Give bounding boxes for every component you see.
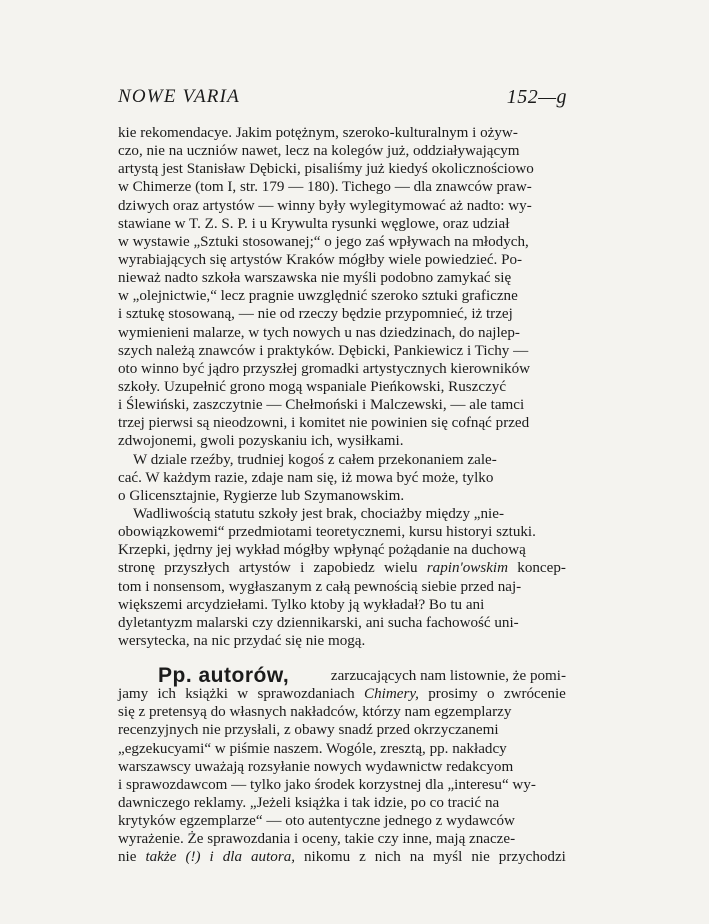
text-line: W dziale rzeźby, trudniej kogoś z całem przekonaniem zale- bbox=[133, 451, 497, 468]
word: i bbox=[209, 849, 214, 866]
word: na bbox=[409, 849, 425, 866]
section-gap bbox=[118, 650, 566, 659]
text-line bbox=[118, 685, 566, 703]
page-number: 152—g bbox=[506, 86, 567, 108]
word: (!) bbox=[185, 849, 201, 866]
text-line: dziwych oraz artystów — winny były wylegitymować aż nadto: wy- bbox=[118, 197, 532, 214]
text-line: się z pretensyą do własnych nakładców, którzy nam egzemplarzy bbox=[118, 704, 512, 721]
text-line: trzej pierwsi są nieodzowni, i komitet nie powinien się cofnąć przed bbox=[118, 415, 530, 432]
notice-section bbox=[118, 659, 566, 866]
word: o bbox=[487, 686, 495, 703]
text-line: krytyków egzemplarze“ — oto autentyczne jednego z wydawców bbox=[118, 813, 515, 830]
text-line: obowiązkowemi“ przedmiotami teoretycznemi, kursu historyi sztuki. bbox=[118, 524, 536, 541]
text-line: recenzyjnych nie przysłali, z obawy snadź przed okrzyczanemi bbox=[118, 722, 499, 739]
word: i bbox=[300, 560, 305, 577]
text-line: Wadliwością statutu szkoły jest brak, chociażby między „nie- bbox=[133, 505, 504, 522]
text-line: zdwojonemi, gwoli pozyskaniu ich, wysiłkami. bbox=[118, 433, 404, 450]
word: rapin'owskim bbox=[426, 560, 509, 577]
word: nich bbox=[374, 849, 401, 866]
word: sprawozdaniach bbox=[257, 686, 355, 703]
text-line: tom i nonsensom, wygłaszanym z całą pewnością siebie przed naj- bbox=[118, 578, 522, 595]
notice-heading: Pp. autorów, bbox=[158, 663, 290, 687]
text-line: szych należą znawców i praktyków. Dębicki, Pankiewicz i Tichy — bbox=[118, 342, 529, 359]
word: ich bbox=[157, 686, 176, 703]
word: przychodzi bbox=[498, 849, 566, 866]
word: także bbox=[145, 849, 177, 866]
word: artystów bbox=[238, 560, 291, 577]
text-line: wymienieni malarze, w tych nowych u nas dziedzinach, do najlep- bbox=[118, 324, 520, 341]
text-line: dyletantyzm malarski czy dziennikarski, ani sucha fachowość uni- bbox=[118, 614, 519, 631]
word: nie bbox=[471, 849, 490, 866]
article-body bbox=[118, 124, 566, 866]
text-line: i sprawozdawcom — tylko jako środek korzystnej dla „interesu“ wy- bbox=[118, 776, 536, 793]
text-line: Krzepki, jędrny jej wykład mógłby wpłynąć pożądanie na duchową bbox=[118, 542, 526, 559]
notice-lines bbox=[118, 685, 566, 866]
word: stronę bbox=[118, 560, 155, 577]
word: przyszłych bbox=[164, 560, 230, 577]
text-line: stawiane w T. Z. S. P. i u Krywulta rysunki węglowe, oraz udział bbox=[118, 215, 510, 232]
word: Chimery, bbox=[364, 686, 419, 703]
page-header bbox=[118, 86, 567, 116]
text-line: o Glicensztajnie, Rygierze lub Szymanowskim. bbox=[118, 487, 405, 504]
text-line: wyrażenie. Że sprawozdania i oceny, takie czy inne, mają znacze- bbox=[118, 831, 516, 848]
text-line: w Chimerze (tom I, str. 179 — 180). Tichego — dla znawców praw- bbox=[118, 179, 532, 196]
text-line: czo, nie na uczniów nawet, lecz na kolegów już, oddziaływającym bbox=[118, 143, 520, 160]
text-line: „egzekucyami“ w piśmie naszem. Wogóle, zresztą, pp. nakładcy bbox=[118, 740, 507, 757]
text-line: szkoły. Uzupełnić grono mogą wspaniale Pieńkowski, Ruszczyć bbox=[118, 378, 507, 395]
text-line bbox=[118, 559, 566, 577]
text-line: nieważ nadto szkoła warszawska nie myśli podobno zamykać się bbox=[118, 270, 512, 287]
word: nie bbox=[118, 849, 137, 866]
word: zapobiedz bbox=[313, 560, 375, 577]
word: nikomu bbox=[304, 849, 351, 866]
text-line: w wystawie „Sztuki stosowanej;“ o jego zaś wpływach na młodych, bbox=[118, 233, 529, 250]
text-line: kie rekomendacye. Jakim potężnym, szeroko-kulturalnym i ożyw- bbox=[118, 125, 518, 141]
text-line: większemi arcydziełami. Tylko ktoby ją wykładał? Bo tu ani bbox=[118, 596, 485, 613]
word: koncep- bbox=[517, 560, 566, 577]
word: zwrócenie bbox=[503, 686, 566, 703]
word: jamy bbox=[118, 686, 149, 703]
word: prosimy bbox=[428, 686, 478, 703]
text-line: cać. W każdym razie, zdaje nam się, iż mowa być może, tylko bbox=[118, 469, 494, 486]
word: z bbox=[359, 849, 366, 866]
word: w bbox=[237, 686, 249, 703]
text-line: warszawscy uważają rozsyłanie nowych wydawnictw redakcyom bbox=[118, 758, 514, 775]
text-line: wyrabiających się artystów Kraków mógłby wiele powiedzieć. Po- bbox=[118, 251, 523, 268]
text-line: dawniczego reklamy. „Jeżeli książka i tak idzie, po co tracić na bbox=[118, 794, 500, 811]
text-line: oto winno być jądro przyszłej gromadki artystycznych kierowników bbox=[118, 360, 531, 377]
text-line: i sztukę stosowaną, — nie od rzeczy będzie przypomnieć, iż trzej bbox=[118, 306, 513, 323]
word: myśl bbox=[433, 849, 463, 866]
text-line: wersytecka, na nic przydać się nie mogą. bbox=[118, 632, 366, 649]
word: dla bbox=[222, 849, 242, 866]
text-line: artystą jest Stanisław Dębicki, pisaliśmy już kiedyś okolicznościowo bbox=[118, 161, 534, 178]
text-line: w „olejnictwie,“ lecz pragnie uwzględnić szeroko sztuki graficzne bbox=[118, 288, 518, 305]
notice-first-line bbox=[118, 659, 566, 685]
word: autora, bbox=[250, 849, 296, 866]
word: wielu bbox=[383, 560, 418, 577]
paragraphs bbox=[118, 124, 566, 650]
notice-first-line-rest: zarzucających nam listownie, że pomi- bbox=[330, 667, 566, 684]
text-line bbox=[118, 848, 566, 866]
word: książki bbox=[185, 686, 228, 703]
running-title: NOWE VARIA bbox=[118, 86, 240, 107]
text-line: i Ślewiński, zaszczytnie — Chełmoński i Malczewski, — ale tamci bbox=[118, 397, 525, 414]
